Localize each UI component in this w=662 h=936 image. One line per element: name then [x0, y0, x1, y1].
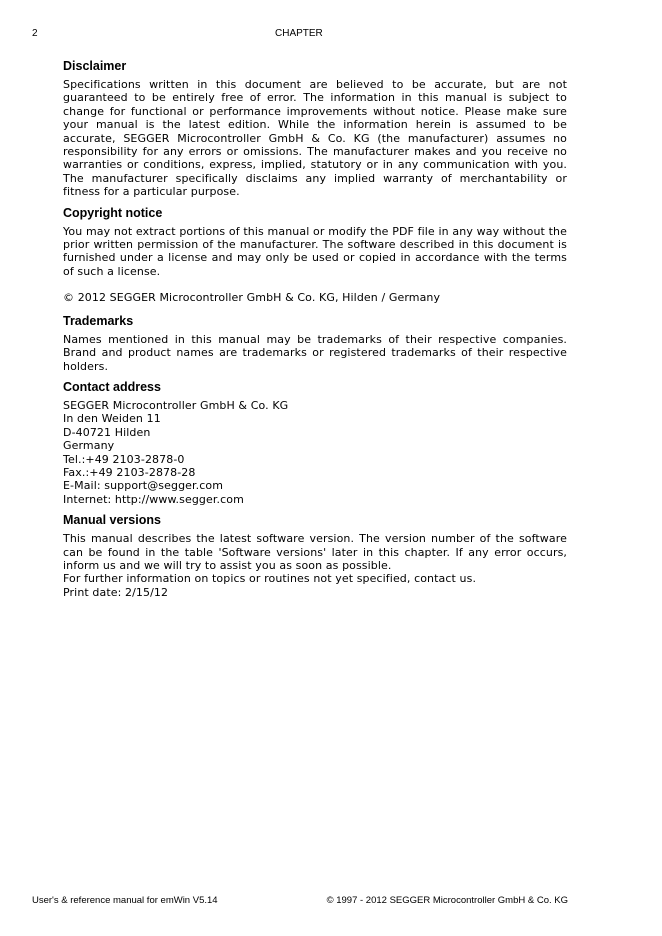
- contact-email: E-Mail: support@segger.com: [63, 479, 224, 493]
- page-number: 2: [32, 28, 38, 39]
- copyright-section: [63, 206, 567, 305]
- contact-country: Germany: [63, 439, 115, 453]
- contact-website: Internet: http://www.segger.com: [63, 492, 244, 506]
- contact-company: SEGGER Microcontroller GmbH & Co. KG: [63, 398, 289, 412]
- trademarks-heading: Trademarks: [63, 313, 134, 328]
- disclaimer-heading: Disclaimer: [63, 59, 127, 73]
- trademarks-text: Names mentioned in this manual may be trademarks of their respective companies. Brand and product names are trademarks or registered trademarks of their respective holders.: [63, 332, 567, 373]
- page-content: [63, 59, 567, 606]
- contact-section: [63, 380, 567, 506]
- versions-text: This manual describes the latest software version. The version number of the software can be found in the table 'Software versions' later in this chapter. If any error occurs, inform us and we will try to assist you as soon as possible.: [63, 532, 567, 572]
- contact-fax: Fax.:+49 2103-2878-28: [63, 465, 196, 479]
- trademarks-section: [63, 314, 567, 373]
- disclaimer-section: [63, 59, 567, 199]
- footer-manual-title: User's & reference manual for emWin V5.14: [32, 895, 218, 906]
- contact-address: [63, 399, 567, 506]
- print-date: Print date: 2/15/12: [63, 585, 169, 599]
- copyright-line: © 2012 SEGGER Microcontroller GmbH & Co. KG, Hilden / Germany: [63, 291, 441, 305]
- copyright-heading: Copyright notice: [63, 205, 163, 220]
- chapter-label: CHAPTER: [275, 28, 323, 39]
- footer-copyright: © 1997 - 2012 SEGGER Microcontroller GmbH & Co. KG: [326, 895, 568, 906]
- copyright-text: You may not extract portions of this manual or modify the PDF file in any way without the prior written permission of the manufacturer. The software described in this document is furnished under a license and may only be used or copied in accordance with the terms of such a license.: [63, 224, 567, 278]
- contact-city: D-40721 Hilden: [63, 425, 151, 439]
- contact-heading: Contact address: [63, 379, 161, 394]
- contact-street: In den Weiden 11: [63, 412, 161, 426]
- versions-further-info: For further information on topics or routines not yet specified, contact us.: [63, 572, 477, 586]
- disclaimer-text: Specifications written in this document are believed to be accurate, but are not guaranteed to be entirely free of error. The information in this manual is subject to change for functional or performance improvements without notice. Please make sure your manual is the latest edition. While the information herein is assumed to be accurate, SEGGER Microcontroller GmbH & Co. KG (the manufacturer) assumes no responsibility for any errors or omissions. The manufacturer makes and you receive no warranties or conditions, express, implied, statutory or in any communication with you. The manufacturer specifically disclaims any implied warranty of merchantability or fitness for a particular purpose.: [63, 78, 567, 199]
- contact-phone: Tel.:+49 2103-2878-0: [63, 452, 185, 466]
- versions-heading: Manual versions: [63, 513, 161, 528]
- versions-section: [63, 513, 567, 599]
